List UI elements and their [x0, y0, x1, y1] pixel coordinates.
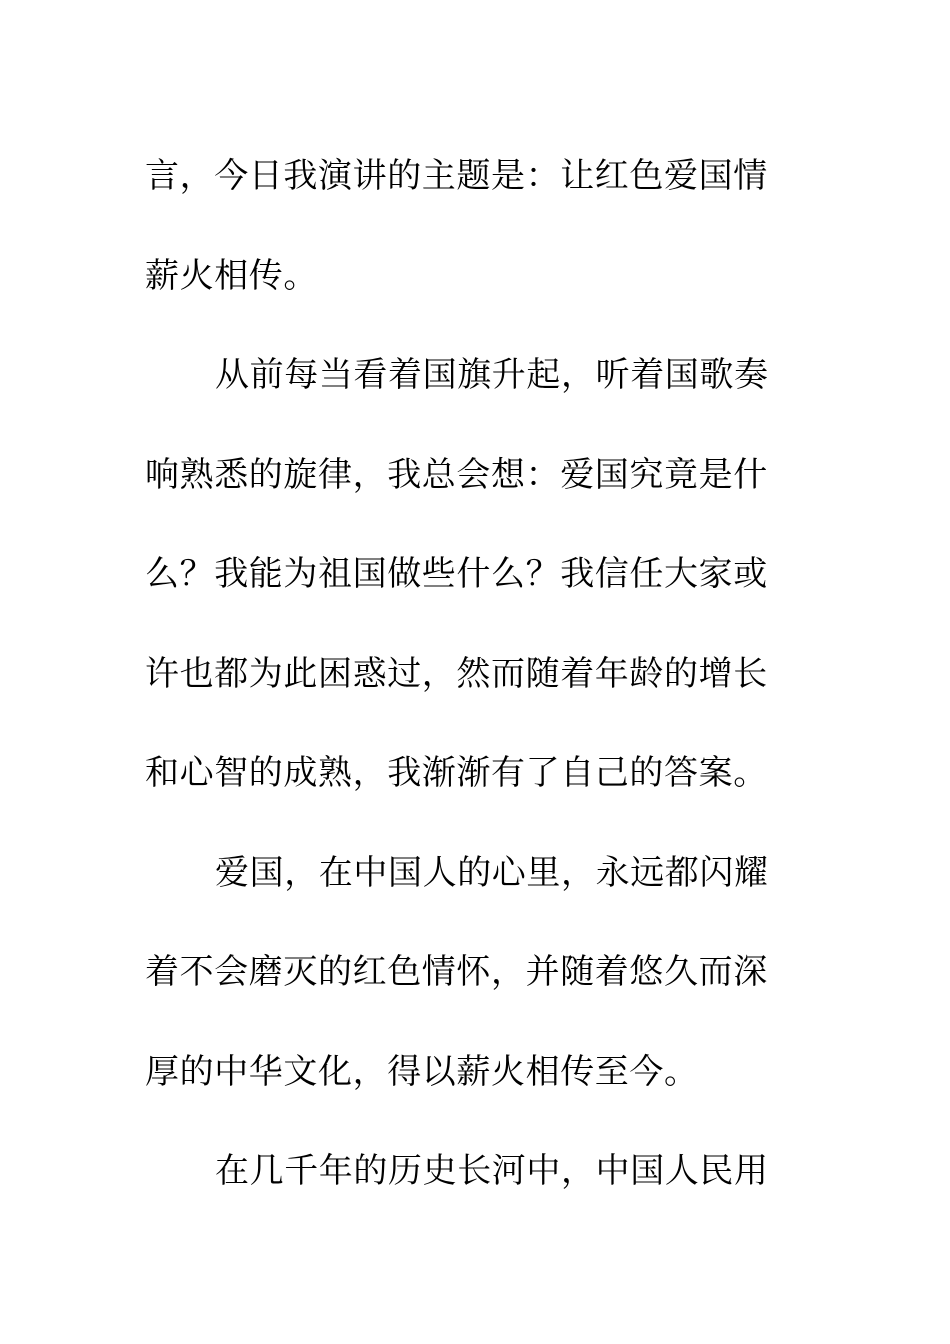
text-line: 言，今日我演讲的主题是：让红色爱国情	[145, 156, 768, 196]
paragraph-first-line: 爱国，在中国人的心里，永远都闪耀	[215, 852, 769, 893]
text-line: 着不会磨灭的红色情怀，并随着悠久而深	[145, 952, 768, 992]
text-line: 厚的中华文化，得以薪火相传至今。	[145, 1051, 699, 1092]
paragraph-first-line: 从前每当看着国旗升起，听着国歌奏	[215, 355, 769, 395]
text-line: 么？我能为祖国做些什么？我信任大家或	[145, 554, 768, 594]
text-line: 薪火相传。	[145, 255, 318, 296]
document-body	[145, 127, 780, 1222]
text-line: 和心智的成熟，我渐渐有了自己的答案。	[145, 753, 768, 793]
text-line: 响熟悉的旋律，我总会想：爱国究竟是什	[145, 454, 768, 495]
text-line: 许也都为此困惑过，然而随着年龄的增长	[145, 653, 768, 694]
paragraph-first-line: 在几千年的历史长河中，中国人民用	[215, 1151, 769, 1191]
